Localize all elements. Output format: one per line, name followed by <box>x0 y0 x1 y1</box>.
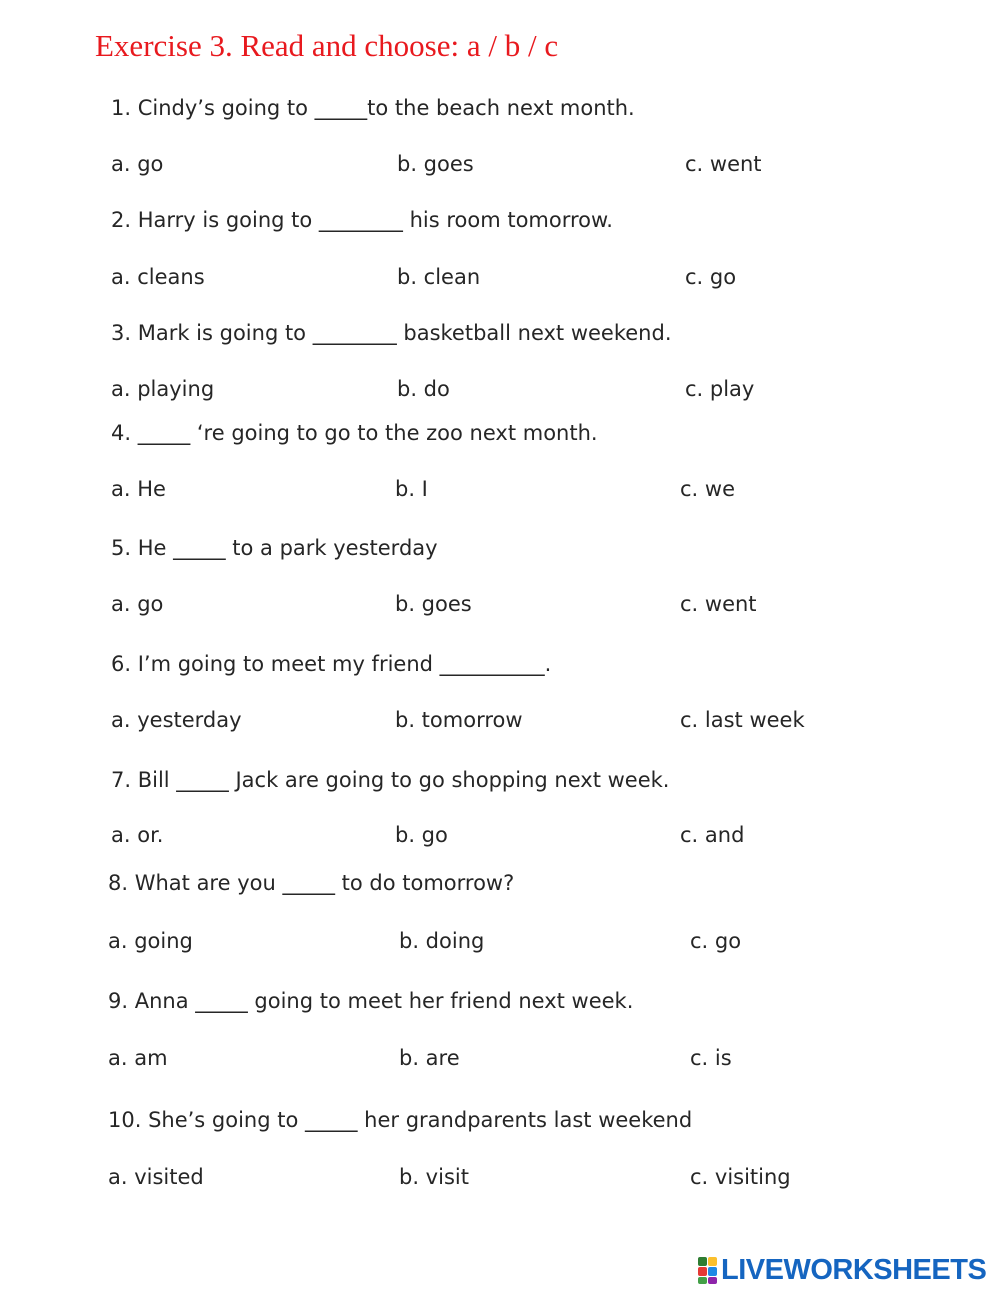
question-2-text: 2. Harry is going to ________ his room tomorrow. <box>111 208 613 232</box>
logo-square-6 <box>708 1277 717 1284</box>
question-6-option-c[interactable]: c. last week <box>680 708 805 732</box>
question-6-option-b[interactable]: b. tomorrow <box>395 708 523 732</box>
question-7-option-c[interactable]: c. and <box>680 823 745 847</box>
question-6-option-a[interactable]: a. yesterday <box>111 708 242 732</box>
question-6-text: 6. I’m going to meet my friend __________. <box>111 652 552 676</box>
question-7-text: 7. Bill _____ Jack are going to go shopping next week. <box>111 768 670 792</box>
question-4-option-c[interactable]: c. we <box>680 477 735 501</box>
question-3-option-c[interactable]: c. play <box>685 377 755 401</box>
question-8-option-b[interactable]: b. doing <box>399 929 485 953</box>
question-1-option-c[interactable]: c. went <box>685 152 762 176</box>
question-4-option-a[interactable]: a. He <box>111 477 166 501</box>
logo-square-5 <box>698 1277 707 1284</box>
question-9-option-c[interactable]: c. is <box>690 1046 732 1070</box>
question-8-option-c[interactable]: c. go <box>690 929 742 953</box>
question-5-option-a[interactable]: a. go <box>111 592 164 616</box>
question-3-option-a[interactable]: a. playing <box>111 377 215 401</box>
liveworksheets-logo <box>698 1255 986 1285</box>
question-7-option-a[interactable]: a. or. <box>111 823 164 847</box>
logo-square-2 <box>708 1257 717 1266</box>
question-4-text: 4. _____ ‘re going to go to the zoo next month. <box>111 421 598 445</box>
question-2-option-b[interactable]: b. clean <box>397 265 481 289</box>
logo-square-1 <box>698 1257 707 1266</box>
logo-square-4 <box>708 1267 717 1276</box>
question-5-option-c[interactable]: c. went <box>680 592 757 616</box>
question-5-text: 5. He _____ to a park yesterday <box>111 536 438 560</box>
logo-square-3 <box>698 1267 707 1276</box>
question-9-option-a[interactable]: a. am <box>108 1046 168 1070</box>
question-8-option-a[interactable]: a. going <box>108 929 193 953</box>
logo-text: LIVEWORKSHEETS <box>721 1253 987 1286</box>
question-4-option-b[interactable]: b. I <box>395 477 428 501</box>
question-10-option-b[interactable]: b. visit <box>399 1165 469 1189</box>
question-8-text: 8. What are you _____ to do tomorrow? <box>108 871 515 895</box>
question-10-option-c[interactable]: c. visiting <box>690 1165 791 1189</box>
question-1-option-b[interactable]: b. goes <box>397 152 474 176</box>
question-10-option-a[interactable]: a. visited <box>108 1165 204 1189</box>
exercise-title: Exercise 3. Read and choose: a / b / c <box>95 28 559 63</box>
question-9-text: 9. Anna _____ going to meet her friend next week. <box>108 989 634 1013</box>
question-2-option-c[interactable]: c. go <box>685 265 737 289</box>
question-7-option-b[interactable]: b. go <box>395 823 448 847</box>
question-5-option-b[interactable]: b. goes <box>395 592 472 616</box>
question-9-option-b[interactable]: b. are <box>399 1046 460 1070</box>
question-3-text: 3. Mark is going to ________ basketball next weekend. <box>111 321 672 345</box>
question-10-text: 10. She’s going to _____ her grandparents last weekend <box>108 1108 693 1132</box>
question-2-option-a[interactable]: a. cleans <box>111 265 205 289</box>
question-3-option-b[interactable]: b. do <box>397 377 450 401</box>
question-1-option-a[interactable]: a. go <box>111 152 164 176</box>
question-1-text: 1. Cindy’s going to _____to the beach next month. <box>111 96 635 120</box>
liveworksheets-logo-icon <box>698 1257 717 1284</box>
